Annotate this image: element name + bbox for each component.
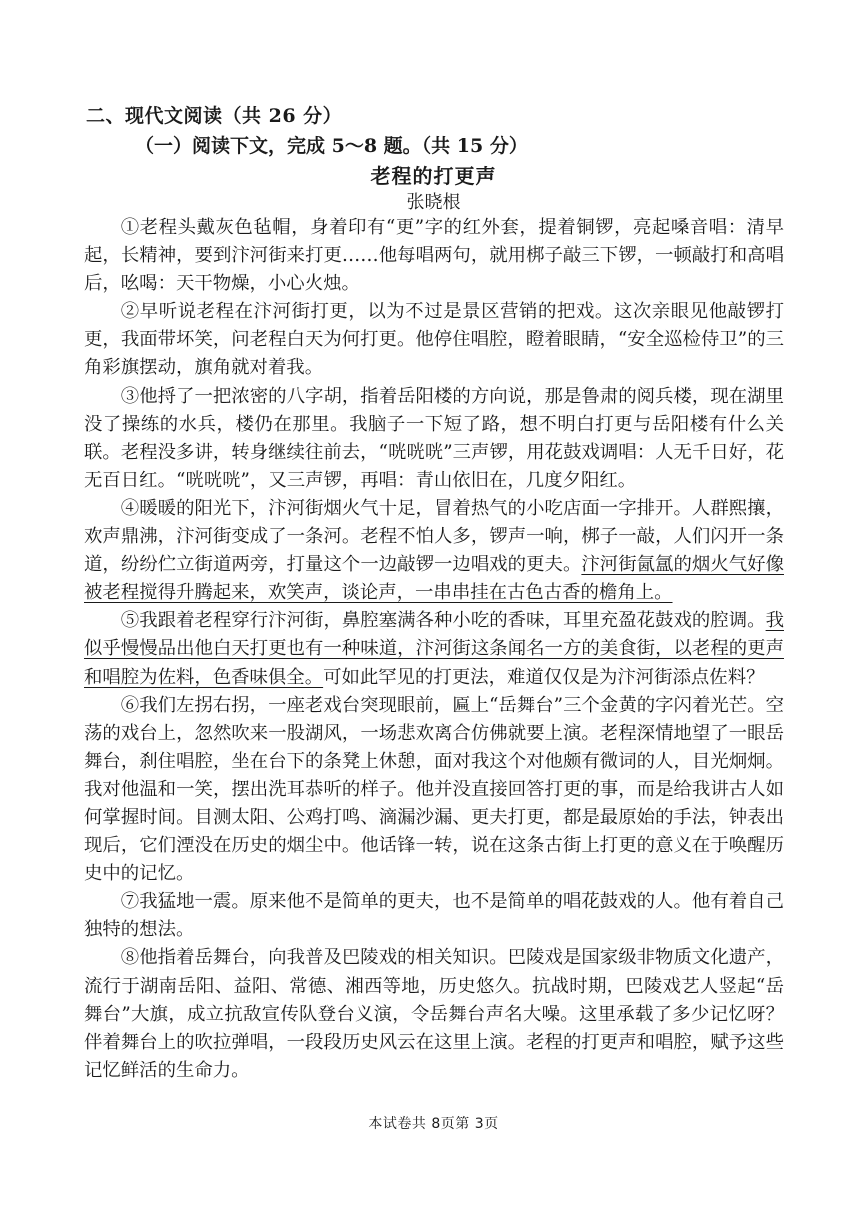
article-body <box>84 214 784 1085</box>
underlined-sentence: 汴河街氤氲的烟火气好像被老程搅得升腾起来，欢笑声，谈论声，一串串挂在古色古香的檐角上。 <box>84 554 784 604</box>
article-title: 老程的打更声 <box>370 164 497 188</box>
underlined-sentence: 我似乎慢慢品出他白天打更也有一种味道，汴河街这条闻名一方的美食街，以老程的更声和唱腔为佐料，色香味俱全。 <box>84 610 784 688</box>
question-instruction: （一）阅读下文，完成 5～8 题。（共 15 分） <box>135 135 528 157</box>
paragraph-text: ③他捋了一把浓密的八字胡，指着岳阳楼的方向说，那是鲁肃的阅兵楼，现在湖里没了操练的水兵，楼仍在那里。我脑子一下短了路，想不明白打更与岳阳楼有什么关联。老程没多讲，转身继续往前去，“咣咣咣”三声锣，用花鼓戏调唱：人无千日好，花无百日红。“咣咣咣”，又三声锣，再唱：青山依旧在，几度夕阳红。 <box>84 385 784 491</box>
paragraph-6 <box>84 692 784 889</box>
paragraph-text: ④暖暖的阳光下，汴河街烟火气十足，冒着热气的小吃店面一字排开。人群熙攘，欢声鼎沸，汴河街变成了一条河。老程不怕人多，锣声一响，梆子一敲，人们闪开一条道，纷纷伫立街道两旁，打量这个一边敲锣一边唱戏的更夫。 <box>84 497 784 576</box>
section-title: 二、现代文阅读（共 26 分） <box>86 105 343 127</box>
paragraph-5 <box>84 607 784 691</box>
page-footer: 本试卷共 8页第 3页 <box>368 1116 499 1132</box>
paragraph-3 <box>84 383 784 495</box>
paragraph-text: 可如此罕见的打更法，难道仅仅是为汴河街添点佐料？ <box>323 666 765 688</box>
paragraph-8 <box>84 944 784 1084</box>
paragraph-1 <box>84 214 784 298</box>
paragraph-2 <box>84 298 784 382</box>
article-author: 张晓根 <box>406 192 461 213</box>
paragraph-text: ⑤我跟着老程穿行汴河街，鼻腔塞满各种小吃的香味，耳里充盈花鼓戏的腔调。 <box>120 610 766 632</box>
paragraph-text: ②早听说老程在汴河街打更，以为不过是景区营销的把戏。这次亲眼见他敲锣打更，我面带坏笑，问老程白天为何打更。他停住唱腔，瞪着眼睛，“安全巡检侍卫”的三角彩旗摆动，旗角就对着我。 <box>84 301 784 379</box>
paragraph-text: ⑦我猛地一震。原来他不是简单的更夫，也不是简单的唱花鼓戏的人。他有着自己独特的想法。 <box>84 891 784 941</box>
paragraph-text: ⑥我们左拐右拐，一座老戏台突现眼前，匾上“岳舞台”三个金黄的字闪着光芒。空荡的戏台上，忽然吹来一股湖风，一场悲欢离合仿佛就要上演。老程深情地望了一眼岳舞台，刹住唱腔，坐在台下的条凳上休憩，面对我这个对他颇有微词的人，目光炯炯。我对他温和一笑，摆出洗耳恭听的样子。他并没直接回答打更的事，而是给我讲古人如何掌握时间。目测太阳、公鸡打鸣、滴漏沙漏、更夫打更，都是最原始的手法，钟表出现后，它们湮没在历史的烟尘中。他话锋一转，说在这条古街上打更的意义在于唤醒历史中的记忆。 <box>84 694 784 885</box>
paragraph-text: ⑧他指着岳舞台，向我普及巴陵戏的相关知识。巴陵戏是国家级非物质文化遗产，流行于湖南岳阳、益阳、常德、湘西等地，历史悠久。抗战时期，巴陵戏艺人竖起“岳舞台”大旗，成立抗敌宣传队登台义演，令岳舞台声名大噪。这里承载了多少记忆呀？伴着舞台上的吹拉弹唱，一段段历史风云在这里上演。老程的打更声和唱腔，赋予这些记忆鲜活的生命力。 <box>84 947 784 1081</box>
paragraph-7 <box>84 888 784 944</box>
paragraph-4 <box>84 495 784 607</box>
paragraph-text: ①老程头戴灰色毡帽，身着印有“更”字的红外套，提着铜锣，亮起嗓音唱：清早起，长精神，要到汴河街来打更……他每唱两句，就用梆子敲三下锣，一顿敲打和高唱后，吆喝：天干物燥，小心火烛。 <box>84 217 784 295</box>
